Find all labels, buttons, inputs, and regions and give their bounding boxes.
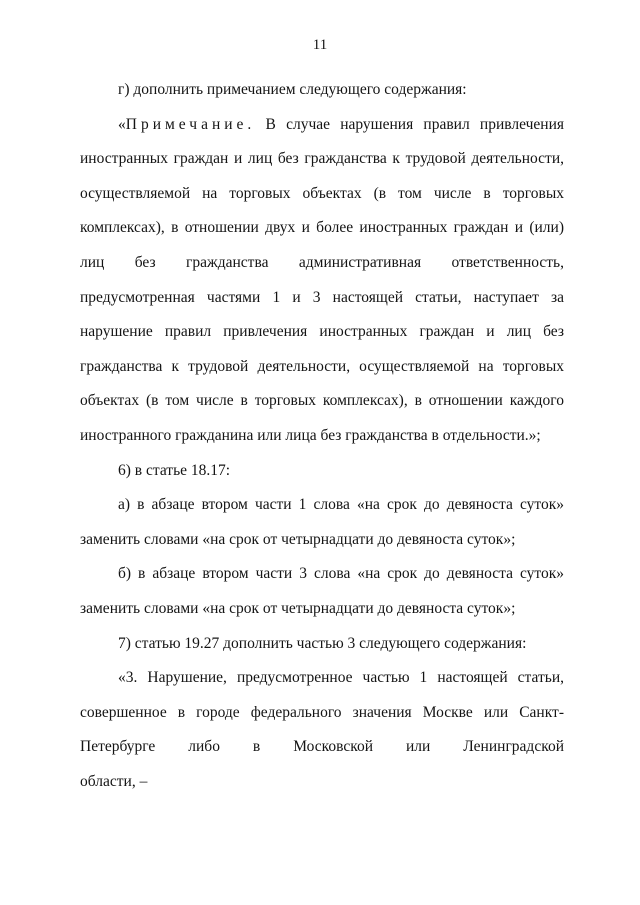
paragraph-article-19-27: 7) статью 19.27 дополнить частью 3 следующего содержания: [118,634,527,652]
paragraph-article-18-17: 6) в статье 18.17: [118,461,231,479]
page-number: 11 [312,37,328,53]
paragraph-item-b: б) в абзаце втором части 3 слова «на срок до девяноста суток» заменить словами «на срок от четырнадцати до девяноста суток»; [80,565,564,617]
note-open-quote: « [118,115,126,133]
paragraph-continuation: области, – [80,772,148,790]
paragraph-amendment-intro: г) дополнить примечанием следующего содержания: [118,81,467,98]
document-body [80,73,564,799]
paragraph-part-3: «3. Нарушение, предусмотренное частью 1 настоящей статьи, совершенное в городе федерального значения Москве или Санкт-Петербурге либо в Московской или Ленинградской [80,669,564,756]
note-text: В случае нарушения правил привлечения иностранных граждан и лиц без гражданства к трудовой деятельности, осуществляемой на торговых объектах (в том числе в торговых комплексах), в отношении двух и более иностранных граждан и (или) лиц без гражданства административная ответственность, предусмотренная частями 1 и 3 настоящей статьи, наступает за нарушение правил привлечения иностранных граждан и лиц без гражданства к трудовой деятельности, осуществляемой на торговых объектах (в том числе в торговых комплексах), в отношении каждого иностранного гражданина или лица без гражданства в отдельности.»; [80,115,564,444]
note-heading: Примечание. [125,115,256,133]
paragraph-item-a: а) в абзаце втором части 1 слова «на срок до девяноста суток» заменить словами «на срок от четырнадцати до девяноста суток»; [80,496,564,548]
paragraph-note [80,108,564,454]
